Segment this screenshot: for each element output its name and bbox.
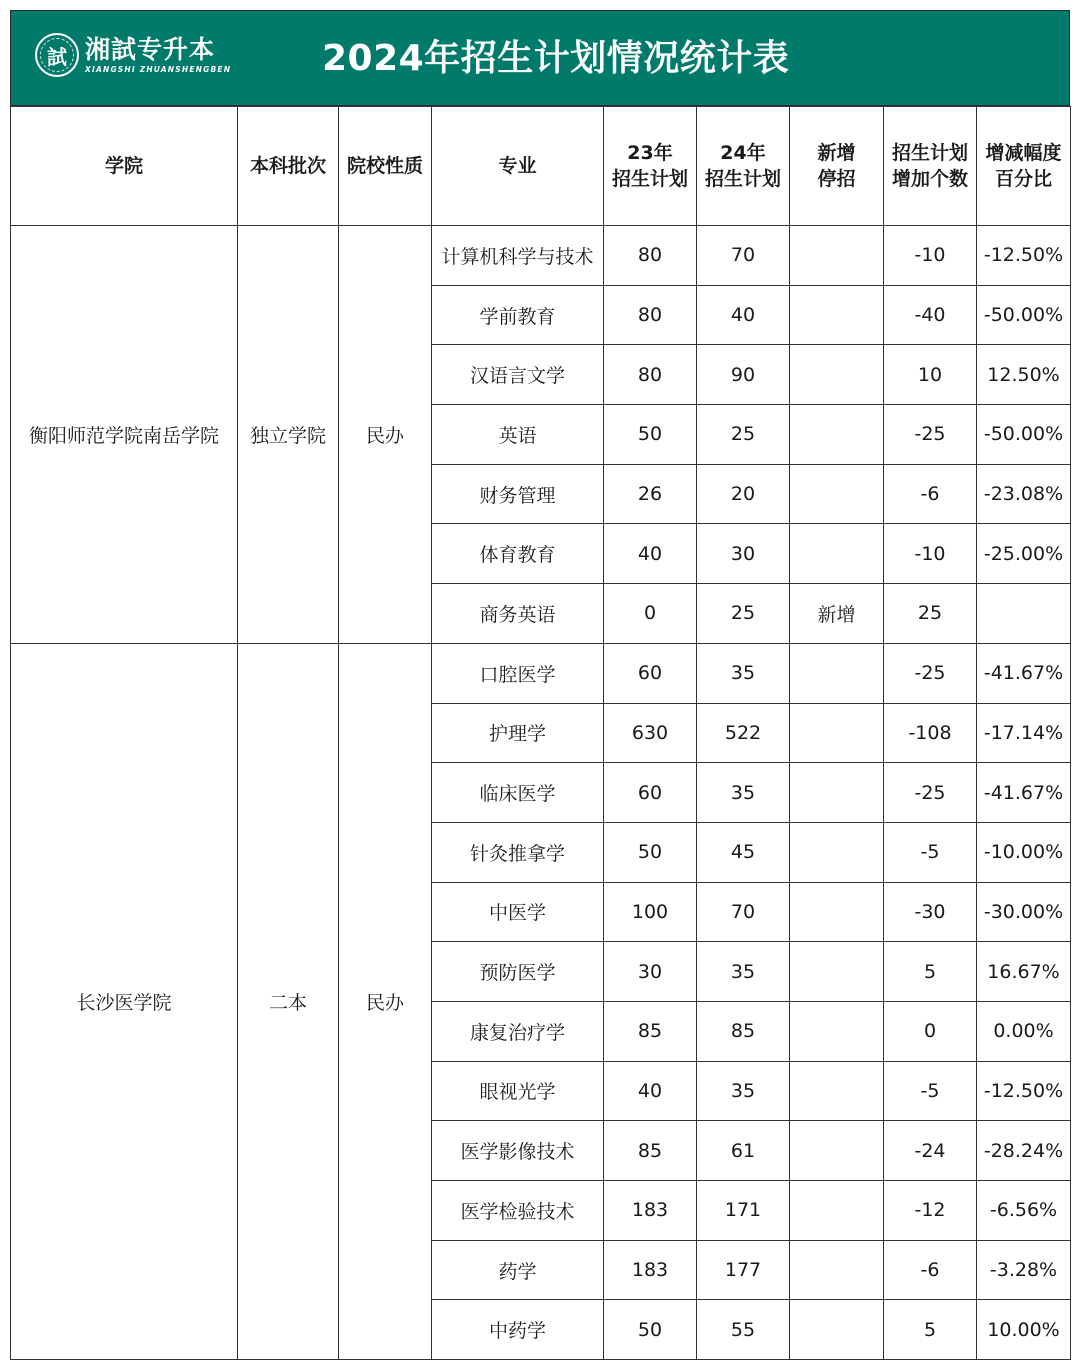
header-plan-2023 — [604, 107, 697, 226]
plan-2024-cell: 20 — [697, 464, 790, 524]
plan-2023-cell: 30 — [604, 942, 697, 1002]
plan-2024-cell: 35 — [697, 1061, 790, 1121]
college-cell: 衡阳师范学院南岳学院 — [11, 226, 238, 644]
change-percent-cell: -17.14% — [977, 703, 1071, 763]
new-or-stopped-cell — [790, 942, 884, 1002]
major-cell: 中医学 — [432, 882, 604, 942]
new-or-stopped-cell — [790, 1061, 884, 1121]
new-or-stopped-cell — [790, 703, 884, 763]
plan-change-cell: -10 — [884, 524, 977, 584]
header-line: 24年 — [720, 142, 766, 164]
major-cell: 计算机科学与技术 — [432, 226, 604, 286]
plan-change-cell: -6 — [884, 464, 977, 524]
plan-change-cell: -12 — [884, 1181, 977, 1241]
new-or-stopped-cell — [790, 345, 884, 405]
new-or-stopped-cell — [790, 1001, 884, 1061]
major-cell: 康复治疗学 — [432, 1001, 604, 1061]
plan-change-cell: -30 — [884, 882, 977, 942]
header-college — [11, 107, 238, 226]
enrollment-table — [10, 106, 1071, 1360]
plan-2023-cell: 183 — [604, 1240, 697, 1300]
table-row — [11, 643, 1071, 703]
plan-2024-cell: 35 — [697, 942, 790, 1002]
major-cell: 英语 — [432, 405, 604, 465]
batch-cell: 二本 — [238, 643, 339, 1359]
plan-2023-cell: 40 — [604, 524, 697, 584]
plan-2024-cell: 55 — [697, 1300, 790, 1360]
nature-cell: 民办 — [339, 643, 432, 1359]
change-percent-cell: -3.28% — [977, 1240, 1071, 1300]
change-percent-cell: -6.56% — [977, 1181, 1071, 1241]
major-cell: 学前教育 — [432, 285, 604, 345]
change-percent-cell: 0.00% — [977, 1001, 1071, 1061]
change-percent-cell: -30.00% — [977, 882, 1071, 942]
new-or-stopped-cell — [790, 405, 884, 465]
header-line: 增加个数 — [891, 168, 968, 190]
plan-2024-cell: 70 — [697, 226, 790, 286]
new-or-stopped-cell — [790, 226, 884, 286]
major-cell: 中药学 — [432, 1300, 604, 1360]
plan-2023-cell: 183 — [604, 1181, 697, 1241]
table-body — [11, 226, 1071, 1360]
change-percent-cell: -41.67% — [977, 643, 1071, 703]
plan-change-cell: 5 — [884, 1300, 977, 1360]
change-percent-cell: -50.00% — [977, 405, 1071, 465]
header-batch — [238, 107, 339, 226]
major-cell: 眼视光学 — [432, 1061, 604, 1121]
plan-2023-cell: 40 — [604, 1061, 697, 1121]
change-percent-cell: 16.67% — [977, 942, 1071, 1002]
new-or-stopped-cell — [790, 1121, 884, 1181]
logo-seal-char: 試 — [47, 44, 67, 69]
header-line: 新增 — [817, 142, 856, 164]
plan-2024-cell: 45 — [697, 822, 790, 882]
new-or-stopped-cell — [790, 643, 884, 703]
plan-change-cell: 10 — [884, 345, 977, 405]
new-or-stopped-cell — [790, 1181, 884, 1241]
header-change-percent — [977, 107, 1071, 226]
new-or-stopped-cell — [790, 464, 884, 524]
change-percent-cell: -41.67% — [977, 763, 1071, 823]
new-or-stopped-cell — [790, 1300, 884, 1360]
plan-2024-cell: 30 — [697, 524, 790, 584]
change-percent-cell: -28.24% — [977, 1121, 1071, 1181]
logo — [35, 33, 231, 77]
major-cell: 医学影像技术 — [432, 1121, 604, 1181]
change-percent-cell: -50.00% — [977, 285, 1071, 345]
plan-2023-cell: 26 — [604, 464, 697, 524]
table-header-row — [11, 107, 1071, 226]
plan-2024-cell: 522 — [697, 703, 790, 763]
plan-change-cell: 0 — [884, 1001, 977, 1061]
change-percent-cell — [977, 584, 1071, 644]
plan-2024-cell: 70 — [697, 882, 790, 942]
plan-2024-cell: 40 — [697, 285, 790, 345]
plan-change-cell: -108 — [884, 703, 977, 763]
plan-2024-cell: 61 — [697, 1121, 790, 1181]
plan-change-cell: 5 — [884, 942, 977, 1002]
major-cell: 商务英语 — [432, 584, 604, 644]
new-or-stopped-cell — [790, 1240, 884, 1300]
major-cell: 财务管理 — [432, 464, 604, 524]
plan-2024-cell: 35 — [697, 643, 790, 703]
header-line: 停招 — [817, 168, 856, 190]
major-cell: 医学检验技术 — [432, 1181, 604, 1241]
plan-2023-cell: 85 — [604, 1001, 697, 1061]
major-cell: 汉语言文学 — [432, 345, 604, 405]
new-or-stopped-cell — [790, 763, 884, 823]
logo-text — [85, 36, 231, 75]
header-banner — [10, 10, 1070, 106]
major-cell: 口腔医学 — [432, 643, 604, 703]
header-line: 招生计划 — [891, 142, 968, 164]
header-line: 百分比 — [994, 168, 1052, 190]
logo-name: 湘試专升本 — [85, 34, 216, 64]
new-or-stopped-cell — [790, 882, 884, 942]
plan-2023-cell: 60 — [604, 643, 697, 703]
plan-2023-cell: 100 — [604, 882, 697, 942]
logo-subtitle: XIANGSHI ZHUANSHENGBEN — [85, 64, 232, 74]
plan-change-cell: -6 — [884, 1240, 977, 1300]
change-percent-cell: -23.08% — [977, 464, 1071, 524]
major-cell: 预防医学 — [432, 942, 604, 1002]
major-cell: 针灸推拿学 — [432, 822, 604, 882]
plan-change-cell: -5 — [884, 1061, 977, 1121]
header-major — [432, 107, 604, 226]
change-percent-cell: -12.50% — [977, 1061, 1071, 1121]
table-row — [11, 226, 1071, 286]
header-plan-change-count — [884, 107, 977, 226]
header-line: 招生计划 — [611, 168, 688, 190]
plan-2023-cell: 50 — [604, 1300, 697, 1360]
nature-cell: 民办 — [339, 226, 432, 644]
change-percent-cell: -10.00% — [977, 822, 1071, 882]
plan-change-cell: 25 — [884, 584, 977, 644]
plan-2023-cell: 60 — [604, 763, 697, 823]
plan-change-cell: -25 — [884, 405, 977, 465]
header-nature — [339, 107, 432, 226]
plan-2023-cell: 50 — [604, 405, 697, 465]
plan-change-cell: -25 — [884, 763, 977, 823]
plan-2024-cell: 25 — [697, 584, 790, 644]
plan-2024-cell: 85 — [697, 1001, 790, 1061]
major-cell: 护理学 — [432, 703, 604, 763]
plan-2023-cell: 85 — [604, 1121, 697, 1181]
header-line: 增减幅度 — [985, 142, 1062, 164]
plan-2024-cell: 171 — [697, 1181, 790, 1241]
plan-change-cell: -10 — [884, 226, 977, 286]
plan-2023-cell: 50 — [604, 822, 697, 882]
header-line: 院校性质 — [346, 155, 423, 177]
plan-2024-cell: 90 — [697, 345, 790, 405]
change-percent-cell: -25.00% — [977, 524, 1071, 584]
major-cell: 临床医学 — [432, 763, 604, 823]
plan-change-cell: -25 — [884, 643, 977, 703]
new-or-stopped-cell — [790, 524, 884, 584]
header-line: 招生计划 — [704, 168, 781, 190]
logo-seal-icon — [35, 33, 79, 77]
page-title: 2024年招生计划情况统计表 — [322, 38, 790, 79]
change-percent-cell: 10.00% — [977, 1300, 1071, 1360]
plan-2023-cell: 0 — [604, 584, 697, 644]
plan-2024-cell: 25 — [697, 405, 790, 465]
header-line: 本科批次 — [249, 155, 326, 177]
college-cell: 长沙医学院 — [11, 643, 238, 1359]
header-line: 学院 — [104, 155, 143, 177]
major-cell: 药学 — [432, 1240, 604, 1300]
new-or-stopped-cell: 新增 — [790, 584, 884, 644]
plan-change-cell: -40 — [884, 285, 977, 345]
header-line: 23年 — [627, 142, 673, 164]
change-percent-cell: -12.50% — [977, 226, 1071, 286]
plan-2023-cell: 80 — [604, 226, 697, 286]
header-new-or-stopped — [790, 107, 884, 226]
new-or-stopped-cell — [790, 285, 884, 345]
new-or-stopped-cell — [790, 822, 884, 882]
major-cell: 体育教育 — [432, 524, 604, 584]
plan-2023-cell: 80 — [604, 285, 697, 345]
header-line: 专业 — [498, 155, 537, 177]
header-plan-2024 — [697, 107, 790, 226]
plan-2023-cell: 630 — [604, 703, 697, 763]
batch-cell: 独立学院 — [238, 226, 339, 644]
plan-2024-cell: 35 — [697, 763, 790, 823]
change-percent-cell: 12.50% — [977, 345, 1071, 405]
plan-change-cell: -24 — [884, 1121, 977, 1181]
plan-2023-cell: 80 — [604, 345, 697, 405]
plan-2024-cell: 177 — [697, 1240, 790, 1300]
plan-change-cell: -5 — [884, 822, 977, 882]
